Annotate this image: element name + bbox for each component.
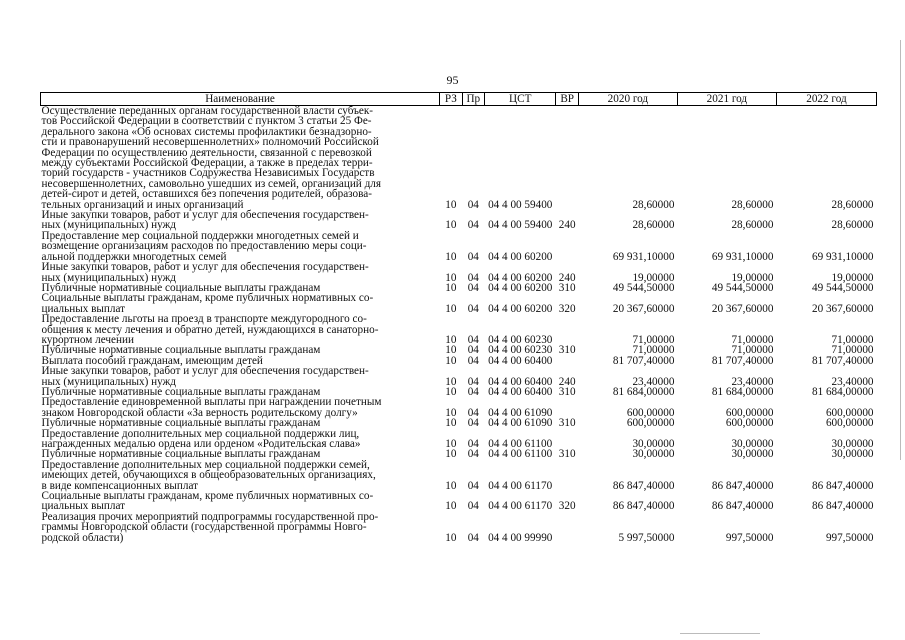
row-2021: 23,40000 bbox=[731, 375, 774, 388]
row-vr bbox=[556, 356, 578, 366]
row-2020: 86 847,40000 bbox=[612, 479, 675, 492]
row-rz: 10 bbox=[445, 333, 457, 346]
row-rz: 10 bbox=[445, 354, 457, 367]
row-vr: 240 bbox=[558, 271, 576, 284]
row-name: Иные закупки товаров, работ и услуг для обеспечения государствен- ных (муниципальных) нужд bbox=[41, 261, 369, 284]
row-vr: 310 bbox=[558, 417, 576, 430]
row-pr: 04 bbox=[467, 375, 479, 388]
row-cst: 04 4 00 99990 bbox=[488, 531, 553, 544]
row-name: Социальные выплаты гражданам, кроме публичных нормативных со- циальных выплат bbox=[41, 292, 374, 315]
row-2022: 71,00000 bbox=[831, 333, 874, 346]
row-2020: 71,00000 bbox=[632, 344, 675, 357]
row-vr bbox=[556, 429, 578, 450]
row-vr bbox=[556, 314, 578, 345]
row-rz: 10 bbox=[445, 479, 457, 492]
row-name: Предоставление мер социальной поддержки многодетных семей и возмещение организациям расходов по предоставлению меры соци- альной поддержки многодетных семей bbox=[41, 229, 367, 263]
row-cst: 04 4 00 60400 bbox=[488, 375, 553, 388]
row-cst: 04 4 00 60200 bbox=[488, 302, 553, 315]
row-2020: 600,00000 bbox=[626, 406, 675, 419]
table-row bbox=[41, 262, 877, 283]
row-name: Предоставление единовременной выплаты при награждении почетным знаком Новгородской области «За верность родительскому долгу» bbox=[41, 396, 382, 419]
row-vr: 320 bbox=[558, 500, 576, 513]
row-2020: 600,00000 bbox=[626, 417, 675, 430]
row-2020: 28,60000 bbox=[632, 219, 675, 232]
row-rz: 10 bbox=[445, 219, 457, 232]
row-rz: 10 bbox=[445, 344, 457, 357]
row-2022: 997,50000 bbox=[825, 531, 874, 544]
row-2022: 86 847,40000 bbox=[811, 500, 874, 513]
row-name: Предоставление льготы на проезд в транспорте междугородного со- общения к месту лечения и обратно детей, нуждающихся в санаторно- курортном лечении bbox=[41, 313, 379, 346]
row-2022: 71,00000 bbox=[831, 344, 874, 357]
page-number: 95 bbox=[446, 73, 459, 87]
row-cst: 04 4 00 60400 bbox=[488, 354, 553, 367]
row-2020: 81 684,00000 bbox=[612, 385, 675, 398]
row-rz: 10 bbox=[445, 531, 457, 544]
row-name: Осуществление переданных органам государственной власти субъек- тов Российской Федерации в соответствии с пунктом 3 статьи 25 Фе- дерального закона «Об основах системы профилактики безнадзорно- сти и правонарушений несовершеннолетних» полномочий Российской Федерации по осуществлению деятельности, связанной с перевозкой между субъектами Российской Федерации, а также в пределах терри- торий государств - участников Содружества Независимых Государств несовершеннолетних, самовольно ушедших из семей, организаций для детей-сирот и детей, оставшихся без попечения родителей, образова- тельных организаций и иных организаций bbox=[41, 105, 382, 211]
row-cst: 04 4 00 59400 bbox=[488, 198, 553, 211]
row-rz: 10 bbox=[445, 500, 457, 513]
row-2021: 19,00000 bbox=[731, 271, 774, 284]
row-name: Иные закупки товаров, работ и услуг для обеспечения государствен- ных (муниципальных) нужд bbox=[41, 365, 369, 388]
row-name: Социальные выплаты гражданам, кроме публичных нормативных со- циальных выплат bbox=[41, 490, 374, 513]
header-rz: РЗ bbox=[440, 93, 462, 106]
row-vr: 320 bbox=[558, 302, 576, 315]
row-2020: 86 847,40000 bbox=[612, 500, 675, 513]
row-vr: 310 bbox=[558, 344, 576, 357]
table-row bbox=[41, 231, 877, 262]
row-name: Публичные нормативные социальные выплаты гражданам bbox=[41, 385, 321, 398]
table-row bbox=[41, 293, 877, 314]
row-2020: 30,00000 bbox=[632, 448, 675, 461]
table-body bbox=[41, 106, 877, 544]
header-cst: ЦСТ bbox=[485, 93, 556, 106]
header-name: Наименование bbox=[41, 93, 440, 106]
table-row bbox=[41, 106, 877, 211]
table-header bbox=[41, 93, 877, 106]
row-2021: 49 544,50000 bbox=[711, 281, 774, 294]
row-2020: 20 367,60000 bbox=[612, 302, 675, 315]
row-2021: 86 847,40000 bbox=[711, 500, 774, 513]
row-rz: 10 bbox=[445, 198, 457, 211]
row-2020: 49 544,50000 bbox=[612, 281, 675, 294]
row-cst: 04 4 00 60200 bbox=[488, 271, 553, 284]
row-rz: 10 bbox=[445, 375, 457, 388]
row-pr: 04 bbox=[467, 479, 479, 492]
row-rz: 10 bbox=[445, 417, 457, 430]
row-2021: 28,60000 bbox=[731, 198, 774, 211]
row-pr: 04 bbox=[467, 385, 479, 398]
row-vr: 240 bbox=[558, 375, 576, 388]
row-cst: 04 4 00 60230 bbox=[488, 333, 553, 346]
row-cst: 04 4 00 61100 bbox=[488, 448, 553, 461]
row-cst: 04 4 00 59400 bbox=[488, 219, 553, 232]
row-2022: 86 847,40000 bbox=[811, 479, 874, 492]
row-2021: 28,60000 bbox=[731, 219, 774, 232]
table-row bbox=[41, 366, 877, 387]
row-2022: 28,60000 bbox=[831, 219, 874, 232]
table-row bbox=[41, 460, 877, 491]
header-vr: ВР bbox=[556, 93, 578, 106]
row-vr: 310 bbox=[558, 448, 576, 461]
row-cst: 04 4 00 61170 bbox=[488, 479, 553, 492]
row-cst: 04 4 00 60200 bbox=[488, 281, 553, 294]
row-2021: 600,00000 bbox=[725, 417, 774, 430]
row-vr bbox=[556, 512, 578, 543]
row-2022: 23,40000 bbox=[831, 375, 874, 388]
row-name: Выплата пособий гражданам, имеющим детей bbox=[41, 354, 263, 367]
row-cst: 04 4 00 61090 bbox=[488, 417, 553, 430]
row-pr: 04 bbox=[467, 531, 479, 544]
row-rz: 10 bbox=[445, 281, 457, 294]
row-name: Реализация прочих мероприятий подпрограммы государственной про- граммы Новгородской области (государственной программы Новго- родской области) bbox=[41, 510, 379, 544]
row-2022: 20 367,60000 bbox=[811, 302, 874, 315]
scan-artifact-bottom bbox=[680, 633, 760, 634]
row-cst: 04 4 00 61100 bbox=[488, 438, 553, 450]
row-2021: 81 707,40000 bbox=[711, 354, 774, 367]
row-2022: 30,00000 bbox=[831, 438, 874, 450]
row-name: Иные закупки товаров, работ и услуг для обеспечения государствен- ных (муниципальных) нужд bbox=[41, 209, 369, 232]
row-vr bbox=[556, 460, 578, 491]
row-pr: 04 bbox=[467, 333, 479, 346]
row-2021: 600,00000 bbox=[725, 406, 774, 419]
row-pr: 04 bbox=[467, 354, 479, 367]
header-pr: Пр bbox=[462, 93, 484, 106]
row-rz: 10 bbox=[445, 406, 457, 419]
row-pr: 04 bbox=[467, 500, 479, 513]
row-2022: 28,60000 bbox=[831, 198, 874, 211]
row-vr: 310 bbox=[558, 281, 576, 294]
row-2020: 23,40000 bbox=[632, 375, 675, 388]
row-pr: 04 bbox=[467, 438, 479, 450]
row-name: Публичные нормативные социальные выплаты гражданам bbox=[41, 344, 321, 357]
row-name: Публичные нормативные социальные выплаты гражданам bbox=[41, 448, 321, 461]
row-pr: 04 bbox=[467, 281, 479, 294]
scan-artifact-right bbox=[900, 40, 901, 460]
row-name: Предоставление дополнительных мер социальной поддержки лиц, награжденных медалью ордена или орденом «Родительская слава» bbox=[41, 427, 361, 450]
row-cst: 04 4 00 61170 bbox=[488, 500, 553, 513]
table-row bbox=[41, 512, 877, 543]
row-2020: 28,60000 bbox=[632, 198, 675, 211]
row-2022: 600,00000 bbox=[825, 417, 874, 430]
row-2020: 69 931,10000 bbox=[612, 250, 675, 263]
row-rz: 10 bbox=[445, 448, 457, 461]
row-cst: 04 4 00 60230 bbox=[488, 344, 553, 357]
row-vr bbox=[556, 397, 578, 418]
row-2021: 81 684,00000 bbox=[711, 385, 774, 398]
row-2021: 71,00000 bbox=[731, 333, 774, 346]
row-2022: 19,00000 bbox=[831, 271, 874, 284]
table-row bbox=[41, 314, 877, 345]
row-vr bbox=[556, 231, 578, 262]
row-2022: 69 931,10000 bbox=[811, 250, 874, 263]
row-2022: 30,00000 bbox=[831, 448, 874, 461]
row-cst: 04 4 00 60200 bbox=[488, 250, 553, 263]
header-2021: 2021 год bbox=[677, 93, 776, 106]
row-pr: 04 bbox=[467, 271, 479, 284]
row-name: Публичные нормативные социальные выплаты гражданам bbox=[41, 281, 321, 294]
header-2022: 2022 год bbox=[776, 93, 876, 106]
row-pr: 04 bbox=[467, 302, 479, 315]
row-name: Публичные нормативные социальные выплаты гражданам bbox=[41, 417, 321, 430]
row-pr: 04 bbox=[467, 448, 479, 461]
table-row bbox=[41, 491, 877, 512]
table-row bbox=[41, 397, 877, 418]
row-2022: 600,00000 bbox=[825, 406, 874, 419]
row-2021: 71,00000 bbox=[731, 344, 774, 357]
row-2020: 81 707,40000 bbox=[612, 354, 675, 367]
row-2020: 19,00000 bbox=[632, 271, 675, 284]
table-row bbox=[41, 429, 877, 450]
row-2022: 81 707,40000 bbox=[811, 354, 874, 367]
row-2020: 71,00000 bbox=[632, 333, 675, 346]
row-name: Предоставление дополнительных мер социальной поддержки семей, имеющих детей, обучающихся в общеобразовательных организациях, в виде компенсационных выплат bbox=[41, 458, 376, 492]
row-2021: 69 931,10000 bbox=[711, 250, 774, 263]
row-vr bbox=[556, 106, 578, 211]
row-2021: 30,00000 bbox=[731, 438, 774, 450]
row-2022: 81 684,00000 bbox=[811, 385, 874, 398]
row-2020: 5 997,50000 bbox=[618, 531, 675, 544]
row-2021: 20 367,60000 bbox=[711, 302, 774, 315]
budget-table bbox=[40, 92, 877, 543]
row-cst: 04 4 00 60400 bbox=[488, 385, 553, 398]
row-2021: 30,00000 bbox=[731, 448, 774, 461]
row-2020: 30,00000 bbox=[632, 438, 675, 450]
row-rz: 10 bbox=[445, 438, 457, 450]
row-pr: 04 bbox=[467, 198, 479, 211]
row-pr: 04 bbox=[467, 406, 479, 419]
row-rz: 10 bbox=[445, 302, 457, 315]
row-pr: 04 bbox=[467, 250, 479, 263]
row-vr: 310 bbox=[558, 385, 576, 398]
row-vr: 240 bbox=[558, 219, 576, 232]
row-rz: 10 bbox=[445, 271, 457, 284]
row-rz: 10 bbox=[445, 385, 457, 398]
table-row bbox=[41, 210, 877, 231]
row-2021: 86 847,40000 bbox=[711, 479, 774, 492]
header-2020: 2020 год bbox=[578, 93, 677, 106]
row-pr: 04 bbox=[467, 417, 479, 430]
row-cst: 04 4 00 61090 bbox=[488, 406, 553, 419]
row-pr: 04 bbox=[467, 344, 479, 357]
row-rz: 10 bbox=[445, 250, 457, 263]
row-2021: 997,50000 bbox=[725, 531, 774, 544]
row-2022: 49 544,50000 bbox=[811, 281, 874, 294]
row-pr: 04 bbox=[467, 219, 479, 232]
